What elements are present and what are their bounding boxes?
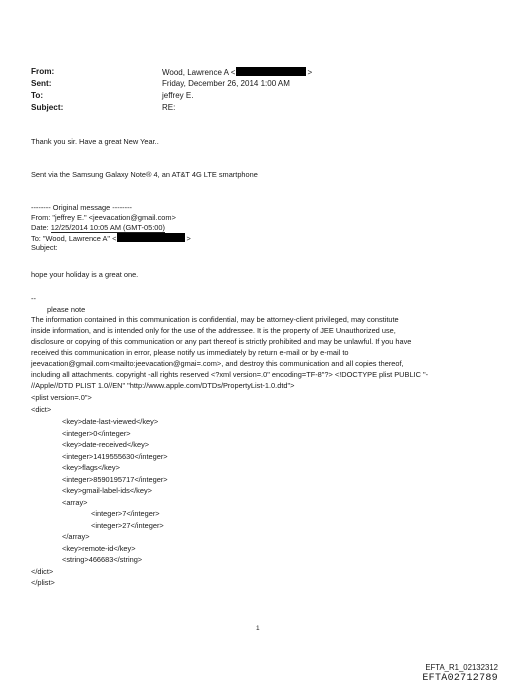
array-item: <integer>27</integer> (91, 521, 164, 530)
from-label: From: (31, 67, 55, 76)
original-from: From: "jeffrey E." <jeevacation@gmail.com> (31, 213, 176, 222)
subject-label: Subject: (31, 103, 64, 112)
disclaimer-line: //Apple//DTD PLIST 1.0//EN" "http://www.apple.com/DTDs/PropertyList-1.0.dtd"> (31, 381, 295, 390)
plist-value: <integer>1419555630</integer> (62, 452, 168, 461)
disclaimer-line: disclosure or copying of this communication or any part thereof is strictly prohibited and may be unlawful. If you have (31, 337, 412, 346)
subject-value: RE: (162, 103, 176, 112)
plist-key: <key>flags</key> (62, 463, 120, 472)
to-value: jeffrey E. (162, 91, 194, 100)
disclaimer-line: jeevacation@gmail.com<mailto:jeevacation@gmai=.com>, and destroy this communication and all copies thereof, (31, 359, 404, 368)
from-value-suffix: > (307, 68, 313, 77)
original-date-prefix: Date: (31, 223, 51, 232)
to-label: To: (31, 91, 44, 100)
bates-stamp-primary: EFTA_R1_02132312 (425, 663, 498, 672)
bates-stamp-secondary: EFTA02712789 (422, 673, 498, 684)
plist-key: <key>date-received</key> (62, 440, 150, 449)
array-open: <array> (62, 498, 88, 507)
plist-value: <integer>0</integer> (62, 429, 131, 438)
disclaimer-line: inside information, and is intended only for the use of the addressee. It is the property of JEE Unauthorized use, (31, 326, 396, 335)
please-note: please note (47, 305, 86, 314)
disclaimer-line: including all attachments. copyright -all rights reserved <?xml version=.0" encoding=TF-8"?> <!DOCTYPE plist PUBLIC "- (31, 370, 429, 379)
original-date (31, 223, 165, 232)
original-to-suffix: > (186, 234, 191, 243)
page-number: 1 (256, 625, 260, 632)
plist-value: <integer>8590195717</integer> (62, 475, 168, 484)
original-date-value: 12/25/2014 10:05 AM (GMT-05:00) (50, 223, 165, 232)
plist-key: <key>gmail-label-ids</key> (62, 486, 152, 495)
greeting-text: Thank you sir. Have a great New Year.. (31, 137, 159, 146)
sent-label: Sent: (31, 79, 52, 88)
original-message: hope your holiday is a great one. (31, 270, 139, 279)
signature-text: Sent via the Samsung Galaxy Note® 4, an AT&T 4G LTE smartphone (31, 170, 258, 179)
original-subject: Subject: (31, 243, 58, 252)
sent-value: Friday, December 26, 2014 1:00 AM (162, 79, 290, 88)
plist-value: <string>466683</string> (62, 555, 143, 564)
redaction-box (117, 233, 185, 242)
footer-dashes: -- (31, 294, 36, 303)
from-value-prefix: Wood, Lawrence A < (162, 68, 236, 77)
array-item: <integer>7</integer> (91, 509, 160, 518)
plist-key: <key>remote-id</key> (62, 544, 136, 553)
dict-close: </dict> (31, 567, 54, 576)
plist-key: <key>date-last-viewed</key> (62, 417, 159, 426)
redaction-box (236, 67, 306, 76)
from-value (162, 67, 312, 77)
plist-close: </plist> (31, 578, 55, 587)
plist-open: <plist version=.0"> (31, 393, 92, 402)
original-divider: -------- Original message -------- (31, 203, 132, 212)
disclaimer-line: The information contained in this communication is confidential, may be attorney-client privileged, may constitute (31, 315, 399, 324)
array-close: </array> (62, 532, 90, 541)
dict-open: <dict> (31, 405, 52, 414)
original-to-prefix: To: "Wood, Lawrence A" < (31, 234, 117, 243)
disclaimer-line: received this communication in error, please notify us immediately by return e-mail or by e-mail to (31, 348, 349, 357)
original-to (31, 233, 191, 243)
